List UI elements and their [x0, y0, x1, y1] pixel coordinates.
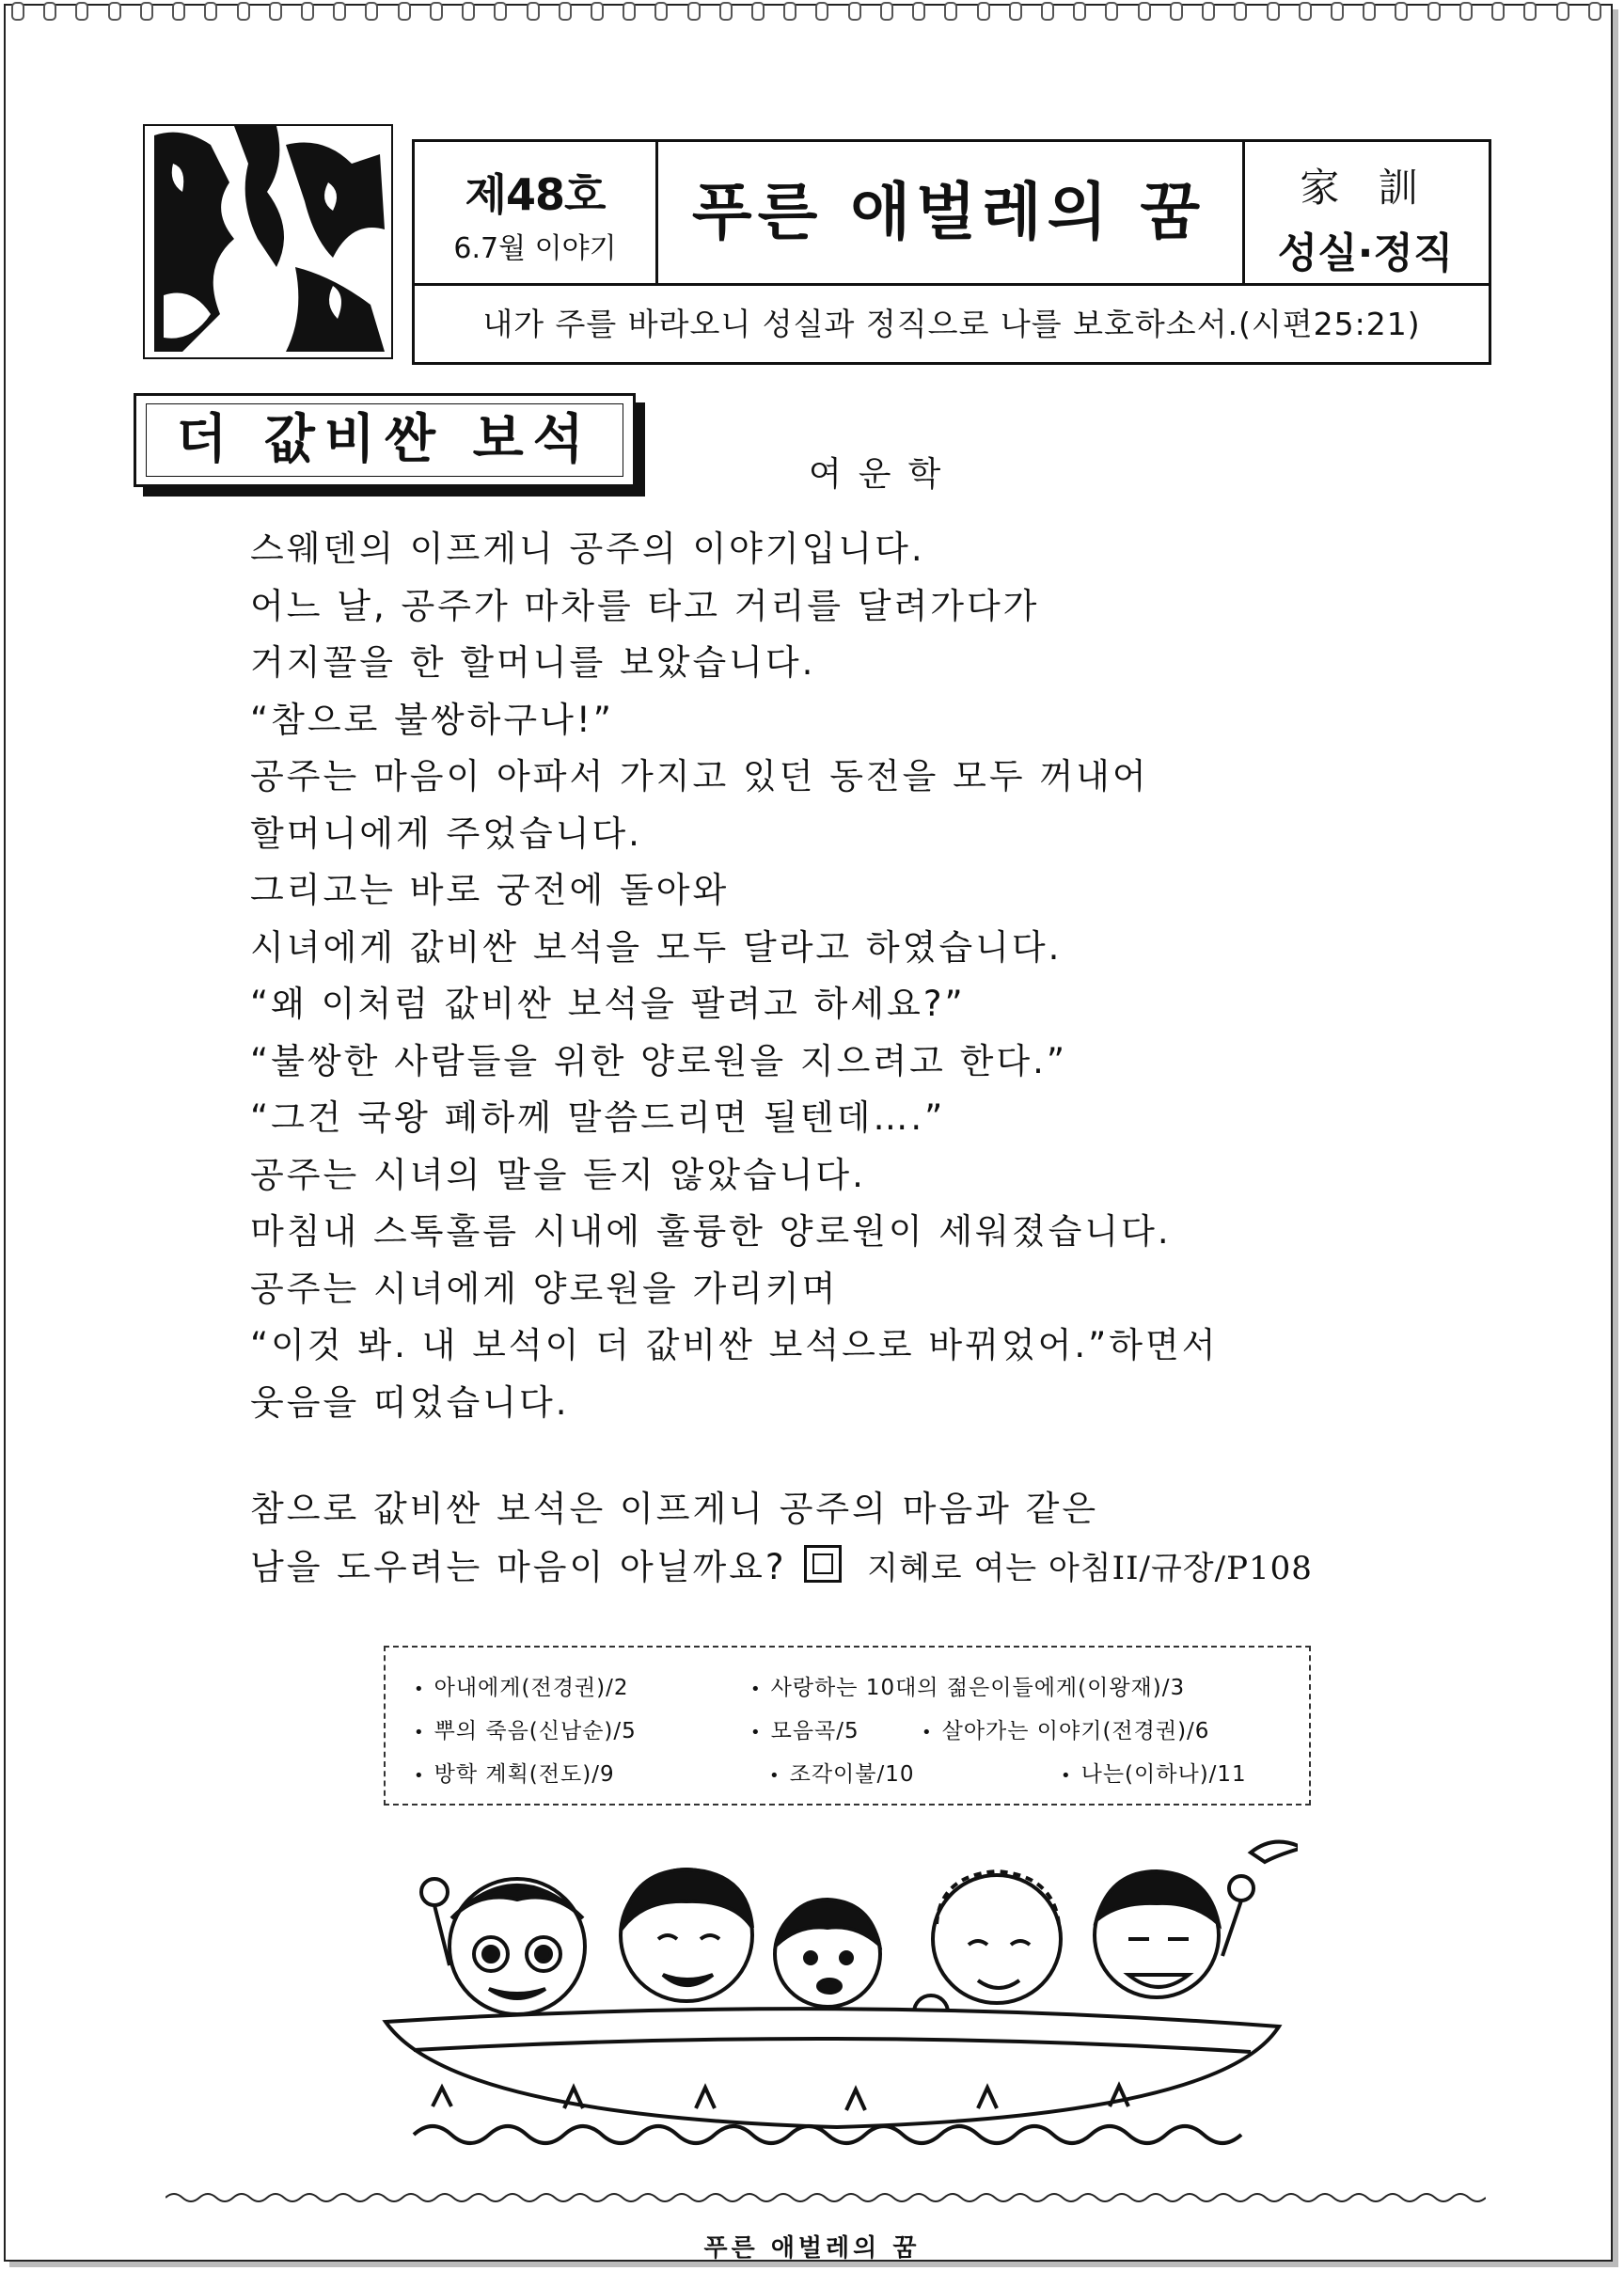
story-title: 더 값비싼 보석 — [176, 409, 593, 470]
story-line: “이것 봐. 내 보석이 더 값비싼 보석으로 바뀌었어.”하면서 — [250, 1325, 1219, 1365]
children-in-boat-illustration — [376, 1834, 1298, 2163]
issue-number: 제48호 — [465, 169, 606, 220]
bible-verse: 내가 주를 바라오니 성실과 정직으로 나를 보호하소서.(시편25:21) — [482, 306, 1421, 342]
story-line: “왜 이처럼 값비싼 보석을 팔려고 하세요?” — [250, 984, 966, 1024]
toc-item[interactable]: • 방학 계획(전도)/9 — [414, 1757, 615, 1788]
story-conclusion — [250, 1480, 1473, 1598]
story-line: 시녀에게 값비싼 보석을 모두 달라고 하였습니다. — [250, 926, 1063, 968]
story-line: 할머니에게 주었습니다. — [250, 812, 642, 854]
story-source: 지혜로 여는 아침II/규장/P108 — [867, 1550, 1313, 1587]
story-body — [250, 521, 1473, 1431]
wavy-divider — [166, 2191, 1486, 2204]
toc-item[interactable]: • 아내에게(전경권)/2 — [414, 1670, 628, 1701]
spiral-binding — [4, 2, 1609, 24]
masthead — [412, 139, 1491, 365]
masthead-top-row — [415, 142, 1489, 286]
story-line: 공주는 시녀에게 양로원을 가리키며 — [250, 1268, 839, 1309]
family-motto-box — [1242, 142, 1489, 283]
story-title-box — [134, 393, 636, 487]
conclusion-line-with-source — [250, 1538, 1473, 1598]
issue-month: 6.7월 이야기 — [453, 232, 617, 265]
story-line: 스웨덴의 이프게니 공주의 이야기입니다. — [250, 528, 925, 569]
story-line: “그건 국왕 폐하께 말씀드리면 될텐데….” — [250, 1097, 946, 1138]
newsletter-logo-illustration — [143, 124, 393, 359]
story-author: 여운학 — [809, 455, 958, 494]
toc-item[interactable]: • 살아가는 이야기(전경권)/6 — [922, 1713, 1209, 1744]
story-line: “참으로 불쌍하구나!” — [250, 699, 614, 740]
toc-item[interactable]: • 사랑하는 10대의 젊은이들에게(이왕재)/3 — [750, 1670, 1185, 1701]
end-mark-icon — [804, 1545, 842, 1583]
story-line: 마침내 스톡홀름 시내에 훌륭한 양로원이 세워졌습니다. — [250, 1211, 1172, 1252]
story-line: 공주는 시녀의 말을 듣지 않았습니다. — [250, 1154, 866, 1195]
conclusion-line: 남을 도우려는 마음이 아닐까요? — [250, 1547, 787, 1587]
story-title-inner-border — [146, 403, 623, 477]
toc-item[interactable]: • 나는(이하나)/11 — [1061, 1757, 1247, 1788]
story-line: 웃음을 띠었습니다. — [250, 1381, 570, 1423]
publication-title: 푸른 애벌레의 꿈 — [655, 142, 1245, 283]
story-line: “불쌍한 사람들을 위한 양로원을 지으려고 한다.” — [250, 1040, 1068, 1081]
toc-item[interactable]: • 조각이불/10 — [769, 1757, 915, 1788]
motto-label: 家 訓 — [1300, 165, 1431, 211]
conclusion-line: 참으로 값비싼 보석은 이프게니 공주의 마음과 같은 — [250, 1489, 1099, 1529]
story-line: 어느 날, 공주가 마차를 타고 거리를 달려가다가 — [250, 585, 1040, 626]
story-line: 그리고는 바로 궁전에 돌아와 — [250, 870, 730, 910]
toc-item[interactable]: • 모음곡/5 — [750, 1713, 859, 1744]
motto-value: 성실·정직 — [1277, 229, 1454, 277]
story-line: 거지꼴을 한 할머니를 보았습니다. — [250, 642, 816, 683]
toc-item[interactable]: • 뿌의 죽음(신남순)/5 — [414, 1713, 637, 1744]
footer-title: 푸른 애벌레의 꿈 — [703, 2234, 921, 2263]
issue-box — [415, 142, 658, 283]
table-of-contents — [384, 1646, 1311, 1806]
story-line: 공주는 마음이 아파서 가지고 있던 동전을 모두 꺼내어 — [250, 756, 1149, 796]
